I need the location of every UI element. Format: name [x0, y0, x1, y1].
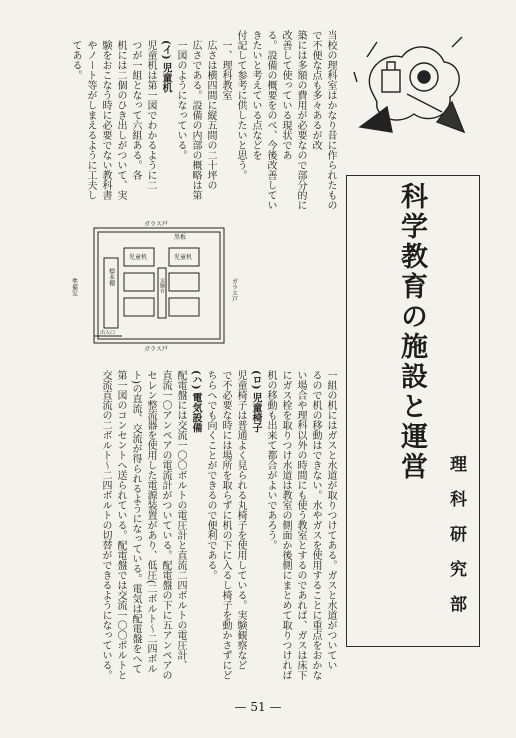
text-line: で不必要な時には場所を取らずに机の下に入るし椅子を動かさずにど	[220, 370, 231, 680]
figure-label-student-desk: 児童机	[129, 254, 148, 261]
text-line: てある。	[70, 40, 81, 80]
subsection-heading: (イ) 児童机	[160, 40, 171, 93]
text-line: 机には二個のひき出しがついて、実	[115, 40, 126, 200]
subsection-heading: (ハ) 電気設備	[190, 370, 201, 433]
text-line: 机の移動も出来て都合がよいであろう。	[265, 370, 276, 550]
decorative-illustration	[352, 32, 472, 142]
text-line: にガス栓を取りつけ水道は教室の側面か後側にまとめて取りつければ	[280, 370, 291, 680]
top-body-text	[50, 30, 338, 210]
text-line: 一組の机にはガスと水道が取りつけてある。ガスと水道がついてい	[325, 370, 336, 670]
article-author: 理科研究部	[446, 455, 466, 630]
bottom-body-text	[50, 370, 338, 690]
text-line: る。設備の概要をのべ、今後改善していきたいと考えている点などを	[250, 30, 276, 210]
text-line: 交流直流の二ボルト〜二四ボルトの切替ができるようになっている。	[100, 370, 111, 680]
page-number: — 51 —	[234, 700, 282, 714]
text-line: つが一組となって六組ある。各	[130, 40, 141, 180]
figure-label-blackboard: 黒板	[174, 234, 187, 241]
figure-label-cabinet: 標本棚	[107, 268, 115, 286]
figure-label-top: ガラス戸	[144, 221, 168, 228]
floor-plan-figure	[70, 218, 244, 353]
figure-label-right: ガラス戸	[230, 278, 238, 302]
text-line: 広さは横四間に縦五間の二十坪の	[205, 40, 216, 190]
text-line: い場合や理科以外の時間にも使う教室とするのであれば、ガスは床下	[295, 370, 306, 680]
figure-label-prep-room: 準備室	[70, 278, 78, 296]
text-line: 第一図のコンセントへ送られている。配電盤では交流一〇〇ボルトと	[115, 370, 126, 680]
figure-label-student-desk-2: 児童机	[174, 254, 193, 261]
text-line: 当校の理科室はかなり昔に作られたもので不便な点も多々あるが改	[310, 30, 336, 210]
text-line: 一図のようになっている。	[175, 40, 186, 160]
subsection-heading: (ロ) 児童椅子	[250, 370, 261, 433]
text-line: 験をおこなう時に必要でない教科書	[100, 40, 111, 200]
section-heading: 一、理科教室	[220, 40, 231, 100]
text-line: やノート等がしまえるように工夫し	[85, 40, 96, 200]
text-line: ちらへでも向くことができるので便利である。	[205, 370, 216, 580]
text-line: ト)の直流、交流が得られるようになっている。電気は配電盤をへて	[130, 370, 141, 674]
figure-label-door: 出入口	[100, 330, 116, 336]
text-line: セレン整流器を使用した電源装置があり、低圧(二ボルト〜二四ボル	[145, 370, 156, 674]
text-line: 配電盤には交流一〇〇ボルトの電圧計と直流二四ボルトの電圧計、	[175, 370, 186, 670]
text-line: 直流一〇アンペアの電流計がついている。配電盤の下に五アンペアの	[160, 370, 171, 680]
figure-label-desk: 実験台	[159, 278, 165, 293]
article-title: 科学教育の施設と運営	[396, 182, 427, 482]
text-line: 付記して参考に供したいと思う。	[235, 30, 246, 180]
text-line: 児童机は第一図でわかるように二	[145, 40, 156, 190]
figure-label-bottom: ガラス戸	[144, 346, 168, 353]
text-line: 広さである。設備の内部の概略は第	[190, 40, 201, 200]
text-line: 児童椅子は普通よく見られる丸椅子を使用している。実験観察など	[235, 370, 246, 670]
text-line: るので机の移動はできない。水やガスを使用することに重点をおかな	[310, 370, 321, 680]
text-line: 築には多額の費用が必要なので部分的に改善して使っている現状であ	[280, 30, 306, 210]
